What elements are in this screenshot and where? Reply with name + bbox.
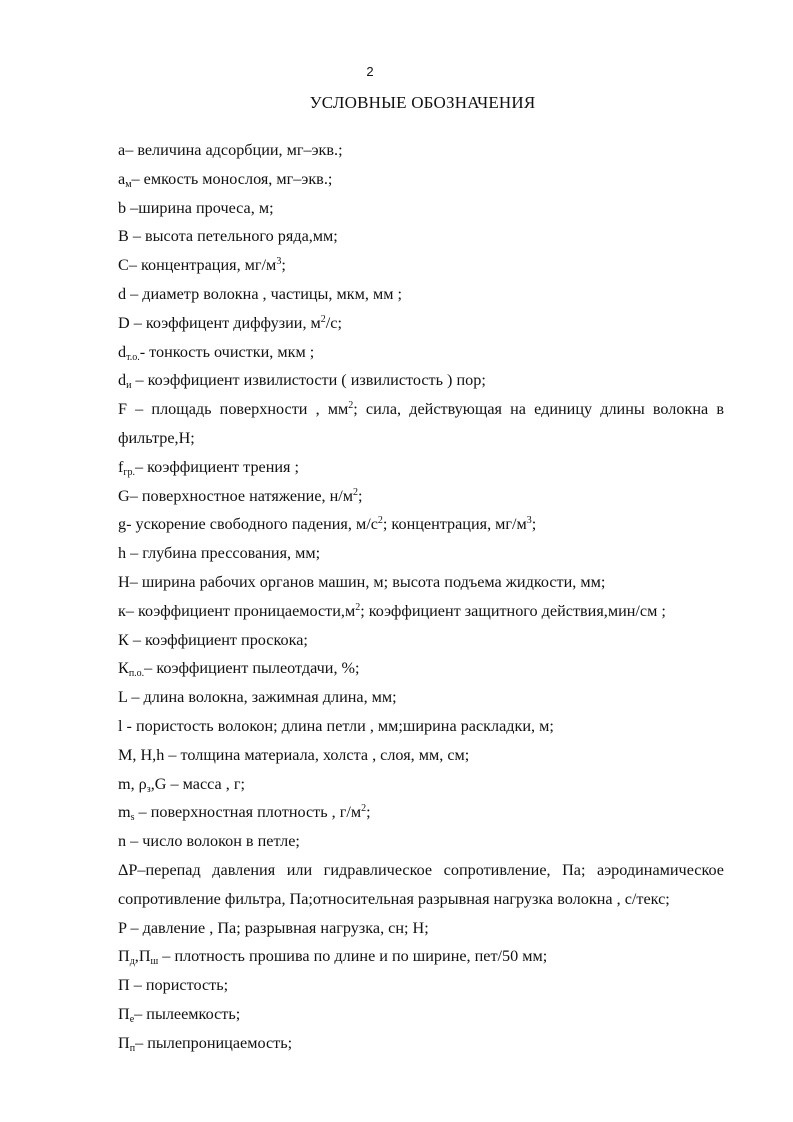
entry-subscript: гр. (123, 466, 135, 478)
entry-text: ; (281, 256, 286, 275)
entry-symbol: m, ρ (118, 774, 147, 793)
entry-text: ; (366, 803, 371, 822)
symbol-entry (118, 1000, 724, 1029)
entry-subscript: е (129, 1013, 135, 1025)
entry-symbol: к (118, 601, 126, 620)
entry-symbol: ΔP (118, 860, 138, 879)
entry-symbol: l (118, 716, 123, 735)
symbol-entry (118, 654, 724, 683)
entry-symbol: F (118, 400, 128, 419)
entry-text: – диаметр волокна , частицы, мкм, мм ; (126, 284, 403, 303)
entry-symbol: П (118, 947, 130, 966)
symbol-entry (118, 856, 724, 914)
symbol-entry (118, 194, 724, 223)
entry-subscript: м (125, 178, 132, 190)
entry-text: – число волокон в петле; (126, 832, 300, 851)
symbol-entry (118, 770, 724, 799)
entry-text: – поверхностная плотность , г/м (134, 803, 362, 822)
entry-symbol: B (118, 227, 129, 246)
symbol-entry (118, 165, 724, 194)
entry-text: - пористость волокон; длина петли , мм;ширина раскладки, м; (122, 716, 554, 735)
symbol-entry (118, 971, 724, 1000)
entry-symbol: П (118, 1033, 130, 1052)
entry-text: – плотность прошива по длине и по ширине, пет/50 мм; (158, 947, 548, 966)
entry-text: – длина волокна, зажимная длина, мм; (127, 688, 397, 707)
symbol-entry (118, 741, 724, 770)
symbol-entry (118, 482, 724, 511)
entry-symbol: П (118, 1004, 130, 1023)
entry-symbol: L (118, 688, 128, 707)
entry-text: – коэффициент трения ; (135, 457, 300, 476)
symbol-entry (118, 395, 724, 453)
entry-subscript: з (146, 783, 151, 795)
entry-subscript: п (129, 1042, 136, 1054)
entry-symbol: d (118, 371, 127, 390)
symbol-entry (118, 827, 724, 856)
entry-symbol: g (118, 515, 127, 534)
entry-text: ; (358, 486, 363, 505)
symbol-entry (118, 539, 724, 568)
entry-subscript: и (126, 380, 132, 392)
symbol-entry (118, 568, 724, 597)
entry-symbol: a (118, 169, 126, 188)
entry-symbol: h (118, 544, 127, 563)
symbol-entry (118, 597, 724, 626)
entry-text: – поверхностное натяжение, н/м (129, 486, 354, 505)
symbol-entry (118, 510, 724, 539)
entry-text: – величина адсорбции, мг–экв.; (125, 141, 343, 159)
symbol-entry (118, 798, 724, 827)
entry-text: - ускорение свободного падения, м/с (126, 515, 378, 534)
entry-text: – емкость монослоя, мг–экв.; (131, 169, 333, 188)
entry-subscript: п.о. (128, 668, 145, 680)
symbol-entry (118, 712, 724, 741)
entry-text: - тонкость очистки, мкм ; (139, 342, 315, 361)
entry-superscript: 3 (276, 256, 282, 268)
entry-symbol: К (118, 659, 129, 678)
entry-superscript: 2 (377, 515, 383, 527)
entry-text: – площадь поверхности , мм (127, 400, 349, 419)
page-number: 2 (366, 64, 374, 79)
entry-symbol: d (118, 284, 127, 303)
entry-text: – концентрация, мг/м (128, 256, 277, 275)
entry-text: ,G – масса , г; (150, 774, 245, 793)
entry-symbol: G (118, 486, 130, 505)
entry-symbol: D (118, 313, 130, 332)
entry-text: – коэффицент диффузии, м (129, 313, 321, 332)
entry-symbol: M, H,h (118, 745, 165, 764)
entry-text: – коэффициент проскока; (128, 630, 308, 649)
entry-symbol: a (118, 141, 126, 159)
symbol-entry (118, 338, 724, 367)
symbol-entry (118, 136, 724, 165)
entry-symbol: n (118, 832, 127, 851)
symbol-entry (118, 222, 724, 251)
symbol-entry (118, 453, 724, 482)
entry-text: – коэффициент пылеотдачи, %; (144, 659, 360, 678)
entry-text: – пылеемкость; (134, 1004, 241, 1023)
symbol-entry (118, 1029, 724, 1058)
entry-subscript: s (130, 812, 135, 824)
entry-subscript: ш (150, 956, 159, 968)
entry-text: – ширина рабочих органов машин, м; высота подъема жидкости, мм; (129, 572, 606, 591)
entry-text: ,П (134, 947, 151, 966)
entry-text: – коэффициент извилистости ( извилистость ) пор; (131, 371, 486, 390)
entry-symbol: H (118, 572, 130, 591)
entry-symbol: К (118, 630, 129, 649)
entry-text: – толщина материала, холста , слоя, мм, см; (164, 745, 470, 764)
entry-superscript: 2 (361, 803, 367, 815)
entry-text: – высота петельного ряда,мм; (128, 227, 338, 246)
entry-text: /с; (325, 313, 342, 332)
entry-text: ; сила, действующая на единицу длины волокна в фильтре,Н; (118, 400, 724, 447)
entry-symbol: П (118, 976, 130, 995)
entry-text: – пористость; (129, 976, 229, 995)
symbol-entry (118, 251, 724, 280)
entry-text: –ширина прочеса, м; (126, 198, 274, 217)
entry-text: ; коэффициент защитного действия,мин/см ; (360, 601, 666, 620)
page-title: УСЛОВНЫЕ ОБОЗНАЧЕНИЯ (309, 93, 536, 112)
entry-text: – давление , Па; разрывная нагрузка, сн; Н; (126, 918, 429, 937)
symbol-entry (118, 942, 724, 971)
entry-subscript: д (129, 956, 135, 968)
entry-symbol: C (118, 256, 129, 275)
entry-superscript: 3 (526, 515, 532, 527)
entry-text: –перепад давления или гидравлическое сопротивление, Па; аэродинамическое сопротивление фильтра, Па;относительная разрывная нагрузка волокна , с/текс; (118, 860, 724, 908)
entry-text: ; (531, 515, 537, 534)
symbol-entry (118, 914, 724, 943)
symbol-entry (118, 626, 724, 655)
entry-text: – пылепроницаемость; (135, 1033, 293, 1052)
entry-symbol: f (118, 457, 124, 476)
symbol-list (118, 136, 724, 1058)
entry-symbol: P (118, 918, 127, 937)
entry-text: ; концентрация, мг/м (382, 515, 527, 534)
symbol-entry (118, 366, 724, 395)
entry-superscript: 2 (348, 400, 354, 412)
symbol-entry (118, 309, 724, 338)
symbol-entry (118, 683, 724, 712)
entry-subscript: т.о. (126, 351, 140, 363)
symbol-entry (118, 280, 724, 309)
entry-symbol: b (118, 198, 127, 217)
entry-superscript: 2 (353, 486, 359, 498)
entry-superscript: 2 (320, 313, 326, 325)
entry-superscript: 2 (355, 601, 361, 613)
entry-text: – коэффициент проницаемости,м (125, 601, 356, 620)
entry-text: – глубина прессования, мм; (126, 544, 321, 563)
entry-symbol: m (118, 803, 131, 822)
entry-symbol: d (118, 342, 127, 361)
